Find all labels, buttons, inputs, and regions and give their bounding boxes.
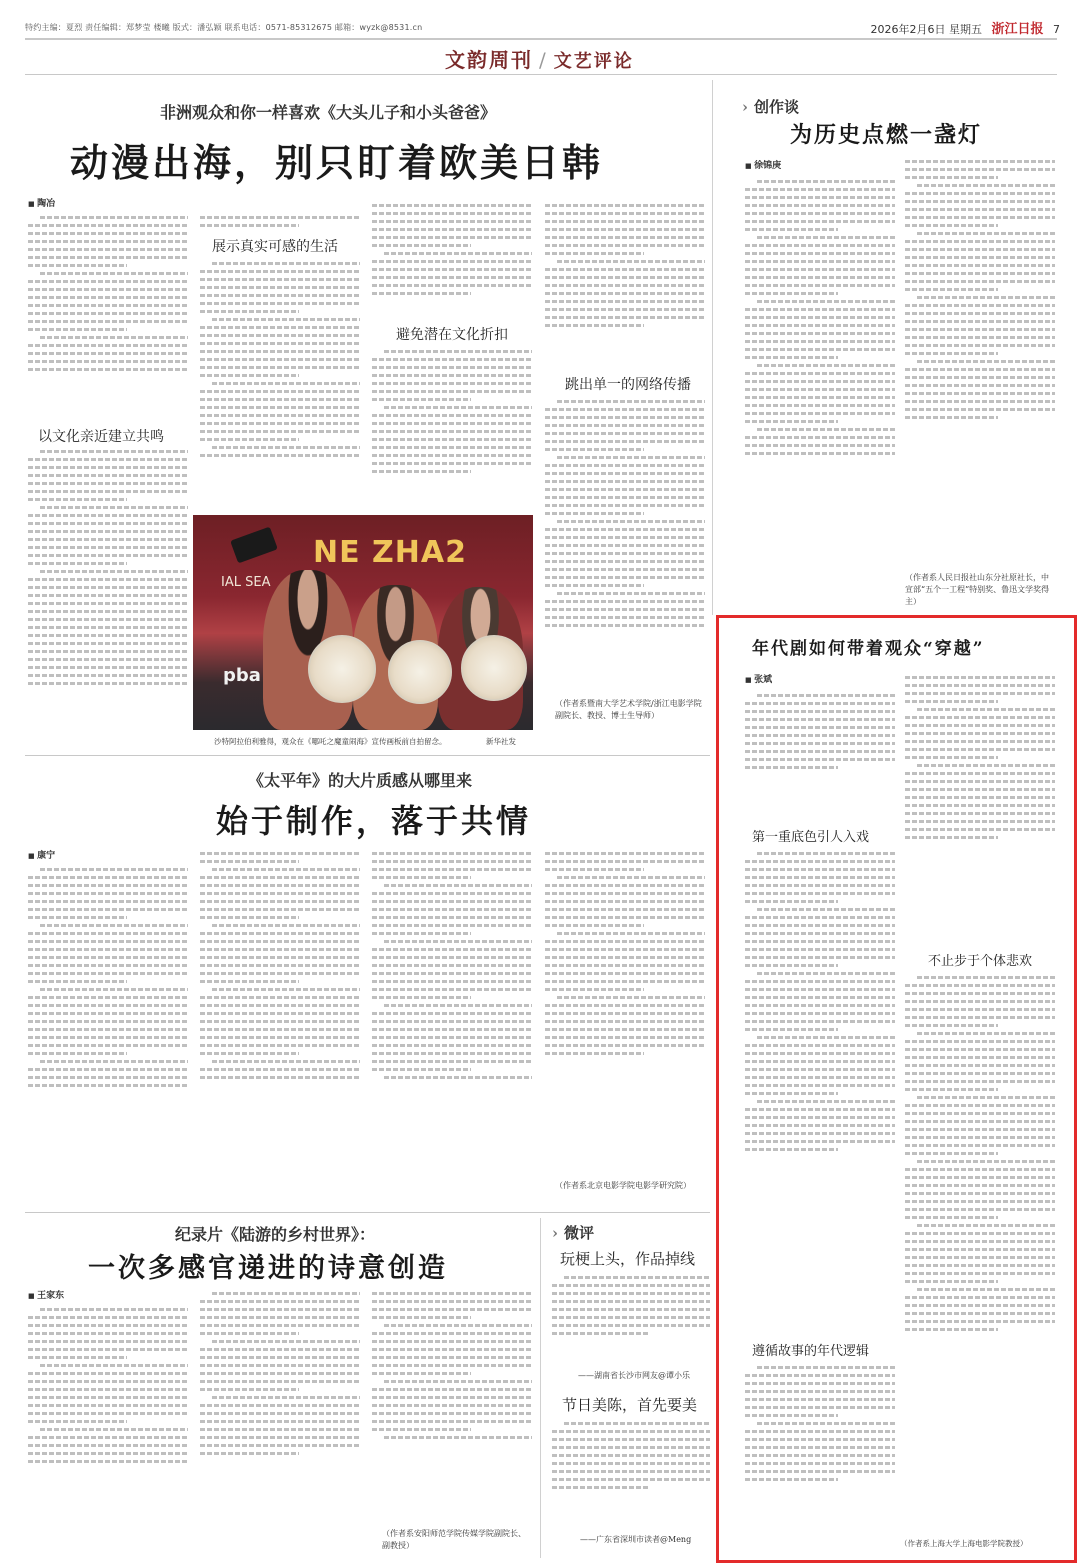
article3-col3-text bbox=[372, 1288, 532, 1526]
article2-col1-text bbox=[28, 864, 188, 1202]
article1-col4-text bbox=[545, 200, 705, 360]
article1-kicker: 非洲观众和你一样喜欢《大头儿子和小头爸爸》 bbox=[160, 103, 497, 122]
creative-col2-text bbox=[905, 156, 1055, 566]
weiping-item1-text bbox=[552, 1272, 710, 1364]
article2-col4-text bbox=[545, 848, 705, 1176]
article2-author: ■ 康宁 bbox=[28, 848, 55, 861]
article1-subhead-3: 避免潜在文化折扣 bbox=[396, 327, 508, 343]
article1-photo-credit: 新华社发 bbox=[486, 737, 516, 746]
article3-kicker: 纪录片《陆游的乡村世界》： bbox=[175, 1225, 376, 1244]
article1-author-note: （作者系暨南大学艺术学院/浙江电影学院副院长、教授、博士生导师） bbox=[555, 699, 702, 720]
photo-sign-left: IAL SEA bbox=[221, 575, 271, 590]
article2-bottom-rule bbox=[25, 1212, 710, 1213]
article4-subhead-2: 不止步于个体悲欢 bbox=[928, 954, 1033, 969]
article1-subhead-1: 以文化亲近建立共鸣 bbox=[38, 429, 164, 445]
article1-author: ■ 陶冶 bbox=[28, 196, 55, 209]
weiping-item2-signature: ——广东省深圳市读者@Meng bbox=[580, 1535, 692, 1544]
article1-headline: 动漫出海，别只盯着欧美日韩 bbox=[70, 140, 604, 185]
creative-author-note: （作者系人民日报社山东分社原社长，中宣部“五个一工程”特别奖、鲁迅文学奖得主） bbox=[905, 573, 1050, 606]
creative-column-header: › 创作谈 bbox=[742, 98, 800, 116]
article2-col2-text bbox=[200, 848, 360, 1202]
article4-subhead-3: 遵循故事的年代逻辑 bbox=[752, 1344, 870, 1359]
article3-col2-text bbox=[200, 1288, 360, 1552]
photo-fan-1 bbox=[308, 635, 376, 703]
issue-date: 2026年2月6日 星期五 bbox=[870, 23, 982, 36]
weiping-item1-signature: ——湖南省长沙市网友@谭小乐 bbox=[578, 1371, 690, 1380]
creative-col1-text bbox=[745, 176, 895, 606]
weiping-column-header: › 微评 bbox=[552, 1224, 595, 1242]
article4-subhead-1: 第一重底色引人入戏 bbox=[752, 830, 870, 845]
article2-col3-text bbox=[372, 848, 532, 1202]
article2-kicker: 《太平年》的大片质感从哪里来 bbox=[248, 771, 473, 790]
article3-headline: 一次多感官递进的诗意创造 bbox=[88, 1253, 448, 1284]
creative-headline: 为历史点燃一盏灯 bbox=[790, 122, 983, 148]
photo-fan-2 bbox=[388, 640, 452, 704]
masthead-rule bbox=[25, 38, 1057, 40]
photo-fan-3 bbox=[461, 635, 527, 701]
article1-bottom-rule bbox=[25, 755, 710, 756]
article2-author-note: （作者系北京电影学院电影学研究院） bbox=[555, 1181, 691, 1190]
section-rule bbox=[25, 74, 1057, 75]
weiping-column-name: 微评 bbox=[564, 1224, 595, 1242]
paper-name: 浙江日报 bbox=[991, 22, 1044, 37]
section-title: 文韵周刊 / 文艺评论 bbox=[445, 48, 634, 72]
article2-headline: 始于制作，落于共情 bbox=[216, 802, 532, 840]
creative-author: ■ 徐锦庚 bbox=[745, 158, 781, 171]
article4-author: ■ 张斌 bbox=[745, 672, 772, 685]
photo-phone bbox=[230, 527, 278, 564]
weiping-item1-title: 玩梗上头，作品掉线 bbox=[560, 1250, 696, 1268]
article1-subhead-2: 展示真实可感的生活 bbox=[212, 239, 338, 255]
right-column-divider bbox=[712, 80, 713, 615]
article4-col1-text-2 bbox=[745, 848, 895, 1322]
photo-poster-text: NE ZHA2 bbox=[313, 535, 467, 570]
creative-column-name: 创作谈 bbox=[754, 98, 800, 116]
article4-col2-text bbox=[905, 672, 1055, 946]
article1-col2-lead bbox=[200, 212, 360, 232]
weiping-divider bbox=[540, 1218, 541, 1558]
article1-col3-text bbox=[372, 200, 532, 318]
article1-col4-text-2 bbox=[545, 396, 705, 692]
article3-col1-text bbox=[28, 1304, 188, 1552]
article4-headline: 年代剧如何带着观众“穿越” bbox=[752, 639, 985, 659]
editors-line: 特约主编：夏烈 责任编辑：郑梦莹 楼曦 版式：潘弘颖 联系电话：0571-85312675 邮箱：wyzk@8531.cn bbox=[25, 23, 423, 32]
article4-author-note: （作者系上海大学上海电影学院教授） bbox=[900, 1539, 1028, 1548]
weiping-item2-title: 节日美陈，首先要美 bbox=[562, 1396, 698, 1414]
article1-photo bbox=[193, 515, 533, 730]
section-name: 文韵周刊 bbox=[445, 48, 533, 72]
section-sub: 文艺评论 bbox=[553, 51, 634, 72]
article1-col2-text bbox=[200, 258, 360, 508]
article1-subhead-4: 跳出单一的网络传播 bbox=[565, 377, 691, 393]
article4-col2-text-2 bbox=[905, 972, 1055, 1532]
article4-col1-text-3 bbox=[745, 1362, 895, 1552]
article3-author-note: （作者系安阳师范学院传媒学院副院长、副教授） bbox=[382, 1529, 526, 1550]
article3-author: ■ 王家东 bbox=[28, 1288, 64, 1301]
page-number: 7 bbox=[1053, 23, 1060, 36]
article1-col1-text bbox=[28, 212, 188, 422]
article1-col1-text-2 bbox=[28, 446, 188, 752]
weiping-item2-text bbox=[552, 1418, 710, 1526]
photo-sign-bottom: pba bbox=[223, 665, 261, 686]
article1-col3-text-2 bbox=[372, 346, 532, 510]
masthead-right bbox=[870, 18, 1060, 37]
article1-photo-caption: 沙特阿拉伯利雅得，观众在《哪吒之魔童闹海》宣传画板前自拍留念。 bbox=[214, 737, 447, 746]
article4-col1-text bbox=[745, 690, 895, 814]
